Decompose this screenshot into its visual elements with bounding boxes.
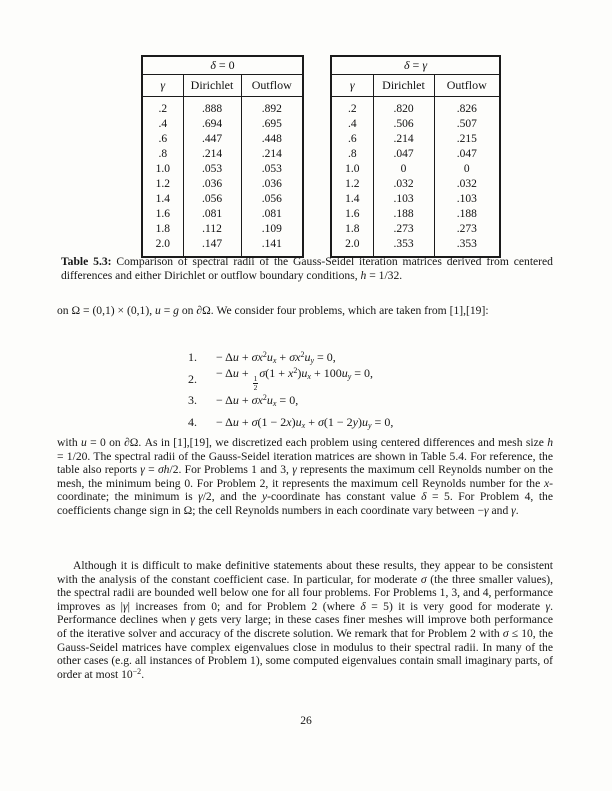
table-title-row [142,56,303,74]
table-row [142,237,303,257]
table-row [142,117,303,132]
cell-gamma: 1.2 [155,177,170,190]
cell-dirichlet: .188 [373,207,434,222]
cell-dirichlet: .353 [373,237,434,257]
cell-gamma: 1.4 [155,192,170,205]
cell-outflow: .214 [241,147,303,162]
column-header-dirichlet: Dirichlet [183,74,241,96]
cell-dirichlet: 0 [373,162,434,177]
cell-dirichlet: .103 [373,192,434,207]
equation-number: 3. [188,393,197,408]
cell-dirichlet: .506 [373,117,434,132]
table-row [142,177,303,192]
cell-gamma: .8 [158,147,168,160]
cell-outflow: .215 [434,132,500,147]
table-title: δ = γ [331,56,500,74]
cell-outflow: .081 [241,207,303,222]
cell-outflow: .507 [434,117,500,132]
table-title: δ = 0 [142,56,303,74]
cell-dirichlet: .214 [183,147,241,162]
cell-outflow: .103 [434,192,500,207]
equation-body: − $\Delta u + \sigma x^2u_x = 0$, [216,393,299,409]
cell-gamma: 1.0 [345,162,360,175]
equation-number: 2. [188,371,197,386]
equation-number: 1. [188,350,197,365]
paragraph-intro: on Ω = (0,1) × (0,1), u = g on ∂Ω. We consider four problems, which are taken from [1],[19]: [57,304,489,317]
column-header-outflow: Outflow [434,74,500,96]
table-row [331,96,500,117]
cell-dirichlet: .053 [183,162,241,177]
cell-gamma: .4 [347,117,357,130]
table-row [142,96,303,117]
cell-outflow: .032 [434,177,500,192]
cell-outflow: .273 [434,222,500,237]
cell-dirichlet: .214 [373,132,434,147]
table-delta-0 [141,55,304,258]
equation-2 [188,365,393,393]
cell-outflow: .047 [434,147,500,162]
cell-dirichlet: .147 [183,237,241,257]
cell-outflow: .036 [241,177,303,192]
table-row [142,192,303,207]
table-row [142,207,303,222]
cell-dirichlet: .694 [183,117,241,132]
cell-gamma: .6 [158,132,168,145]
paragraph-discussion: Although it is difficult to make definitive statements about these results, they appear to be consistent with the analysis of the constant coefficient case. In particular, for moderate σ (the three smaller values), the spectral radii are bounded well below one for all four problems. For Problems 1, 3, and 4, performance improves as |γ| increases from 0; and for Problem 2 (where δ = 5) it is very good for moderate γ. Performance declines when γ gets very large; in these cases finer meshes will improve both performance of the iterative solver and accuracy of the discrete solution. We remark that for Problem 2 with σ ≤ 10, the Gauss-Seidel matrices have complex eigenvalues close in modulus to their spectral radii. In many of the other cases (e.g. all instances of Problem 1), some computed eigenvalues contain small imaginary parts, of order at most $10^{-2}$. [57,559,554,681]
equation-number: 4. [188,414,197,429]
table-row [331,132,500,147]
cell-outflow: .056 [241,192,303,207]
table-row [142,162,303,177]
cell-gamma: 1.0 [155,162,170,175]
table-delta-gamma [330,55,501,258]
table-row [331,162,500,177]
cell-gamma: 2.0 [345,237,360,250]
table-row [331,237,500,257]
table-row [331,222,500,237]
table-title-row [331,56,500,74]
column-header-gamma: γ [331,74,373,96]
table-row [331,147,500,162]
table-row [331,207,500,222]
cell-gamma: 1.2 [345,177,360,190]
column-header-dirichlet: Dirichlet [373,74,434,96]
cell-dirichlet: .112 [183,222,241,237]
table-row [142,222,303,237]
cell-gamma: .2 [158,102,168,115]
cell-gamma: 1.6 [345,207,360,220]
table-row [331,117,500,132]
cell-outflow: .141 [241,237,303,257]
cell-outflow: .892 [241,96,303,117]
table-header-row [142,74,303,96]
equation-body: − Δu + $\frac{1}{2}$ $\sigma(1 + x^2)u_x + 100u_y = 0$, [216,365,374,393]
cell-gamma: 1.4 [345,192,360,205]
table-header-row [331,74,500,96]
cell-outflow: .109 [241,222,303,237]
table-row [142,132,303,147]
cell-gamma: 1.8 [345,222,360,235]
table-row [331,192,500,207]
equation-3 [188,390,393,412]
cell-dirichlet: .447 [183,132,241,147]
table-row [142,147,303,162]
column-header-outflow: Outflow [241,74,303,96]
cell-gamma: .4 [158,117,168,130]
cell-outflow: .826 [434,96,500,117]
page-number: 26 [300,714,312,727]
cell-outflow: .448 [241,132,303,147]
cell-gamma: .2 [347,102,357,115]
table-caption: Table 5.3: Comparison of spectral radii of the Gauss-Seidel iteration matrices derived from centered differences and either Dirichlet or outflow boundary conditions, h = 1/32. [61,255,553,282]
cell-gamma: 1.6 [155,207,170,220]
cell-dirichlet: .888 [183,96,241,117]
cell-outflow: 0 [434,162,500,177]
table-row [331,177,500,192]
paragraph-discretization: with u = 0 on ∂Ω. As in [1],[19], we discretized each problem using centered differences and mesh size h = 1/20. The spectral radii of the Gauss-Seidel iteration matrices are shown in Table 5.4. For reference, the table also reports γ = σh/2. For Problems 1 and 3, γ represents the maximum cell Reynolds number on the mesh, the minimum being 0. For Problem 2, it represents the maximum cell Reynolds number for the x-coordinate; the minimum is γ/2, and the y-coordinate has constant value δ = 5. For Problem 4, the coefficients change sign in Ω; the cell Reynolds numbers in each coordinate vary between −γ and γ. [57,436,553,517]
column-header-gamma: γ [142,74,183,96]
cell-dirichlet: .036 [183,177,241,192]
equation-body: − $\Delta u + \sigma x^2u_x + \sigma x^2u_y = 0$, [216,350,336,366]
cell-gamma: 1.8 [155,222,170,235]
cell-dirichlet: .032 [373,177,434,192]
cell-dirichlet: .820 [373,96,434,117]
equation-body: − $\Delta u + \sigma(1 - 2x)u_x + \sigma(1 - 2y)u_y = 0$, [216,414,394,430]
cell-dirichlet: .081 [183,207,241,222]
equation-list [188,347,393,433]
cell-gamma: .6 [347,132,357,145]
cell-dirichlet: .273 [373,222,434,237]
cell-dirichlet: .047 [373,147,434,162]
cell-outflow: .695 [241,117,303,132]
cell-gamma: .8 [347,147,357,160]
cell-dirichlet: .056 [183,192,241,207]
equation-4 [188,412,393,434]
cell-gamma: 2.0 [155,237,170,250]
cell-outflow: .188 [434,207,500,222]
cell-outflow: .353 [434,237,500,257]
cell-outflow: .053 [241,162,303,177]
